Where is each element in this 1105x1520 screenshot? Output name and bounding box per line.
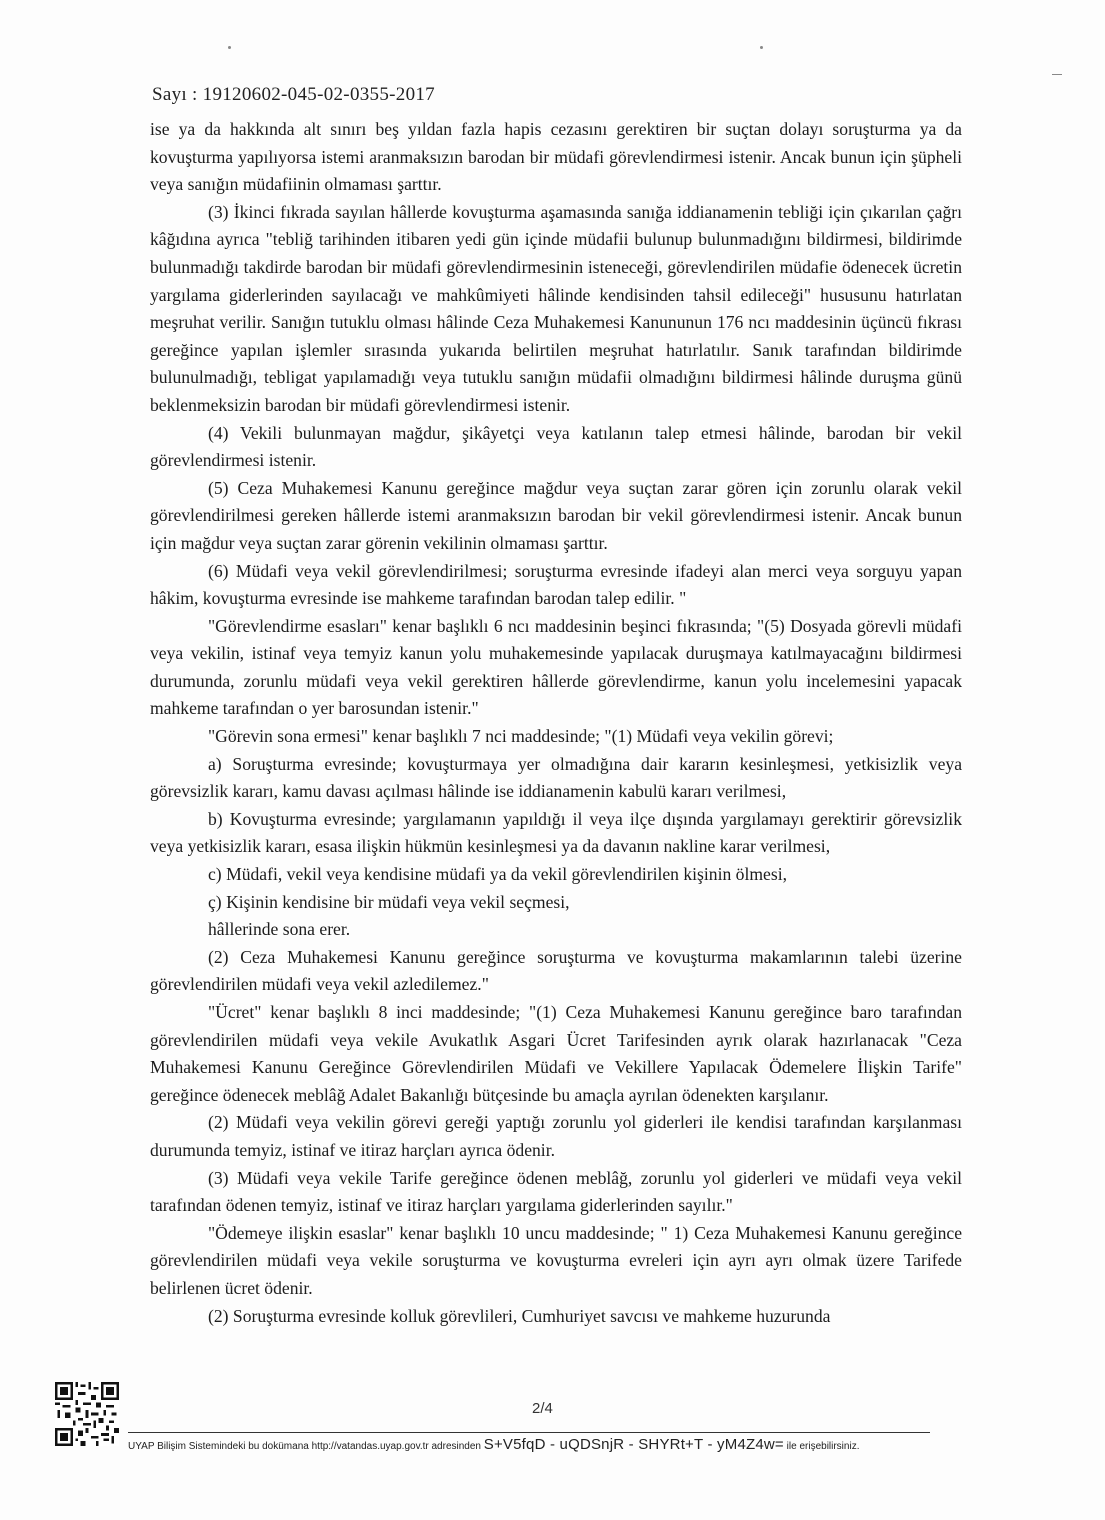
paragraph: (3) Müdafi veya vekile Tarife gereğince ödenen meblâğ, zorunlu yol giderleri ve müdafi veya vekil tarafından ödenen temyiz, istinaf ve itiraz harçları yargılama giderlerinden sayılır.": [150, 1167, 962, 1216]
paragraph: (2) Soruşturma evresinde kolluk görevlileri, Cumhuriyet savcısı ve mahkeme huzurunda: [208, 1305, 831, 1326]
document-number: Sayı : 19120602-045-02-0355-2017: [152, 84, 435, 105]
paragraph: "Görevlendirme esasları" kenar başlıklı 6 ncı maddesinin beşinci fıkrasında; "(5) Dosyada görevli müdafi veya vekilin, istinaf veya temyiz kanun yolu muhakemesinde yapılacak duruşmaya katılmayacağını bildirmesi durumunda, zorunlu müdafi veya vekil gerektiren hâllerde görevlendirme, kanun yolu incelemesini yapacak mahkeme tarafından o yer barosundan istenir.": [150, 615, 962, 719]
paragraph: (6) Müdafi veya vekil görevlendirilmesi; soruşturma evresinde ifadeyi alan merci veya sorguyu yapan hâkim, kovuşturma evresinde ise mahkeme tarafından barodan talep edilir. ": [150, 560, 962, 609]
paragraph: hâllerinde sona erer.: [208, 919, 351, 940]
scan-speck: [228, 46, 231, 49]
paragraph: (2) Müdafi veya vekilin görevi gereği yaptığı zorunlu yol giderleri ile kendisi tarafından karşılanması durumunda temyiz, istinaf ve itiraz harçları ayrıca ödenir.: [150, 1112, 962, 1160]
footer-verification: [128, 1436, 938, 1453]
paragraph: a) Soruşturma evresinde; kovuşturmaya yer olmadığına dair kararın kesinleşmesi, yetkisizlik veya görevsizlik kararı, kamu davası açılması hâlinde ise iddianamenin kabulü kararı verilmesi,: [150, 753, 962, 802]
scan-mark: [1052, 74, 1062, 75]
footer-suffix: ile erişebilirsiniz.: [786, 1441, 860, 1452]
footer-prefix: UYAP Bilişim Sistemindeki bu dokümana http://vatandas.uyap.gov.tr adresinden: [128, 1441, 481, 1452]
footer-divider: [128, 1432, 930, 1433]
paragraph: (5) Ceza Muhakemesi Kanunu gereğince mağdur veya suçtan zarar gören için zorunlu olarak vekil görevlendirilmesi gereken hâllerde istemi aranmaksızın barodan bir vekil görevlendirmesi istenir. Ancak bunun için mağdur veya suçtan zarar görenin vekilinin olmaması şarttır.: [150, 477, 962, 553]
page-number: 2/4: [532, 1400, 553, 1417]
paragraph: b) Kovuşturma evresinde; yargılamanın yapıldığı il veya ilçe dışında yargılamayı gerektirir görevsizlik veya yetkisizlik kararı, esasa ilişkin hükmün kesinleşmesi ya da davanın nakline karar verilmesi,: [150, 808, 962, 857]
scan-speck: [760, 46, 763, 49]
paragraph: "Ödemeye ilişkin esaslar" kenar başlıklı 10 uncu maddesinde; " 1) Ceza Muhakemesi Kanunu gereğince görevlendirilen müdafi veya vekile soruşturma ve kovuşturma evreleri için ayrı ayrı olmak üzere Tarifede belirlenen ücret ödenir.: [150, 1222, 962, 1298]
paragraph: (4) Vekili bulunmayan mağdur, şikâyetçi veya katılanın talep etmesi hâlinde, barodan bir vekil görevlendirmesi istenir.: [150, 422, 962, 471]
qr-code-icon: [55, 1382, 119, 1446]
paragraph: (3) İkinci fıkrada sayılan hâllerde kovuşturma aşamasında sanığa iddianamenin tebliği için çıkarılan çağrı kâğıdına ayrıca "tebliğ tarihinden itibaren yedi gün içinde müdafii bulunup bulunmadığını bildirmesi, bildirimde bulunmadığı takdirde barodan bir müdafi görevlendirmesinin isteneceği, görevlendirilen müdafie ödenecek ücretin yargılama giderlerinden sayılacağı ve mahkûmiyeti hâlinde kendisinden tahsil edileceği" hususunu hatırlatan meşruhat verilir. Sanığın tutuklu olması hâlinde Ceza Muhakemesi Kanununun 176 ncı maddesinin üçüncü fıkrası gereğince yapılan işlemler sırasında yukarıda belirtilen meşruhat hatırlatılır. Sanık tarafından bildirimde bulunulmadığı, tebligat yapılamadığı veya tutuklu sanığın müdafii olmadığını bildirmesi hâlinde duruşma günü beklenmeksizin barodan bir müdafi görevlendirmesi istenir.: [150, 201, 962, 415]
paragraph: "Görevin sona ermesi" kenar başlıklı 7 nci maddesinde; "(1) Müdafi veya vekilin görevi;: [208, 726, 834, 747]
paragraph: ç) Kişinin kendisine bir müdafi veya vekil seçmesi,: [208, 891, 570, 912]
paragraph: c) Müdafi, vekil veya kendisine müdafi ya da vekil görevlendirilen kişinin ölmesi,: [208, 864, 787, 885]
paragraph: (2) Ceza Muhakemesi Kanunu gereğince soruşturma ve kovuşturma makamlarının talebi üzerine görevlendirilen müdafi veya vekil azledilemez.": [150, 946, 962, 995]
paragraph: "Ücret" kenar başlıklı 8 inci maddesinde; "(1) Ceza Muhakemesi Kanunu gereğince baro tarafından görevlendirilen müdafi veya vekile Avukatlık Asgari Ücret Tarifesinden ayrık olarak hazırlanacak "Ceza Muhakemesi Kanunu Gereğince Görevlendirilen Müdafi ve Vekillere Yapılacak Ödemelere İlişkin Tarife" gereğince ödenecek meblâğ Adalet Bakanlığı bütçesinde bu amaçla ayrılan ödenekten karşılanır.: [150, 1002, 962, 1105]
verification-code: S+V5fqD - uQDSnjR - SHYRt+T - yM4Z4w=: [483, 1436, 784, 1453]
document-body: [150, 116, 962, 1330]
paragraph: ise ya da hakkında alt sınırı beş yıldan fazla hapis cezasını gerektiren bir suçtan dolayı soruşturma ya da kovuşturma yapılıyorsa istemi aranmaksızın barodan bir müdafi görevlendirmesi istenir. Ancak bunun için şüpheli veya sanığın müdafiinin olmaması şarttır.: [150, 119, 962, 195]
